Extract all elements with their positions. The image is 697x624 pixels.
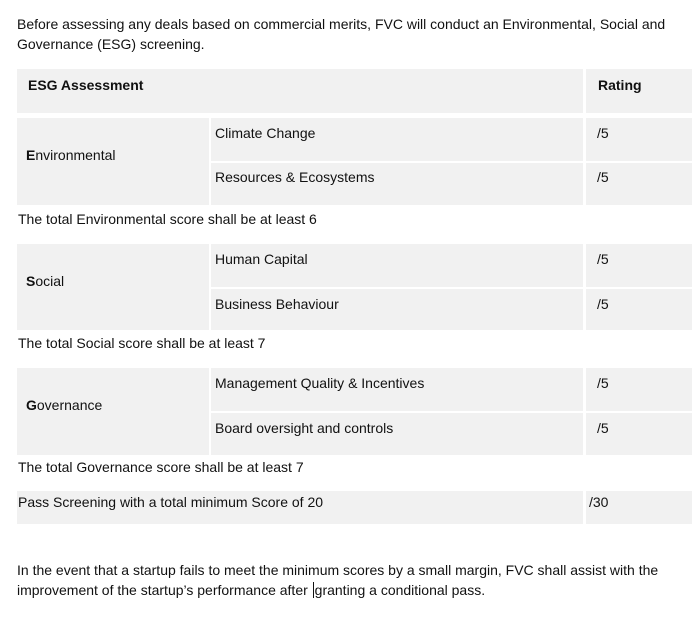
environmental-requirement: The total Environmental score shall be at least 6 [18, 211, 317, 227]
board-oversight-rating: /5 [597, 420, 609, 436]
total-label: Pass Screening with a total minimum Score of 20 [18, 494, 324, 510]
human-capital-rating: /5 [597, 251, 609, 267]
business-behaviour-rating: /5 [597, 296, 609, 312]
governance-requirement: The total Governance score shall be at least 7 [18, 459, 304, 475]
climate-change-rating: /5 [597, 125, 609, 141]
closing-text-before-caret: In the event that a startup fails to meet the minimum scores by a small margin, FVC shall assist with the improvement of the startup’s performance after [17, 562, 659, 598]
header-rating: Rating [598, 77, 642, 93]
environmental-label: Environmental [26, 147, 116, 163]
intro-paragraph: Before assessing any deals based on commercial merits, FVC will conduct an Environmental, Social and Governance (ESG) screening. [17, 16, 666, 52]
management-quality-rating: /5 [597, 375, 609, 391]
resources-rating: /5 [597, 169, 609, 185]
governance-label: Governance [26, 397, 103, 413]
resources-label: Resources & Ecosystems [215, 169, 375, 185]
closing-text-after-caret: granting a conditional pass. [314, 582, 486, 598]
social-label: Social [26, 273, 65, 289]
text-caret [313, 582, 314, 598]
header-esg-assessment: ESG Assessment [28, 77, 144, 93]
board-oversight-label: Board oversight and controls [215, 420, 394, 436]
closing-paragraph [17, 560, 692, 600]
social-requirement: The total Social score shall be at least 7 [18, 335, 266, 351]
management-quality-label: Management Quality & Incentives [215, 375, 425, 391]
human-capital-label: Human Capital [215, 251, 308, 267]
climate-change-label: Climate Change [215, 125, 316, 141]
total-rating: /30 [589, 494, 609, 510]
business-behaviour-label: Business Behaviour [215, 296, 339, 312]
